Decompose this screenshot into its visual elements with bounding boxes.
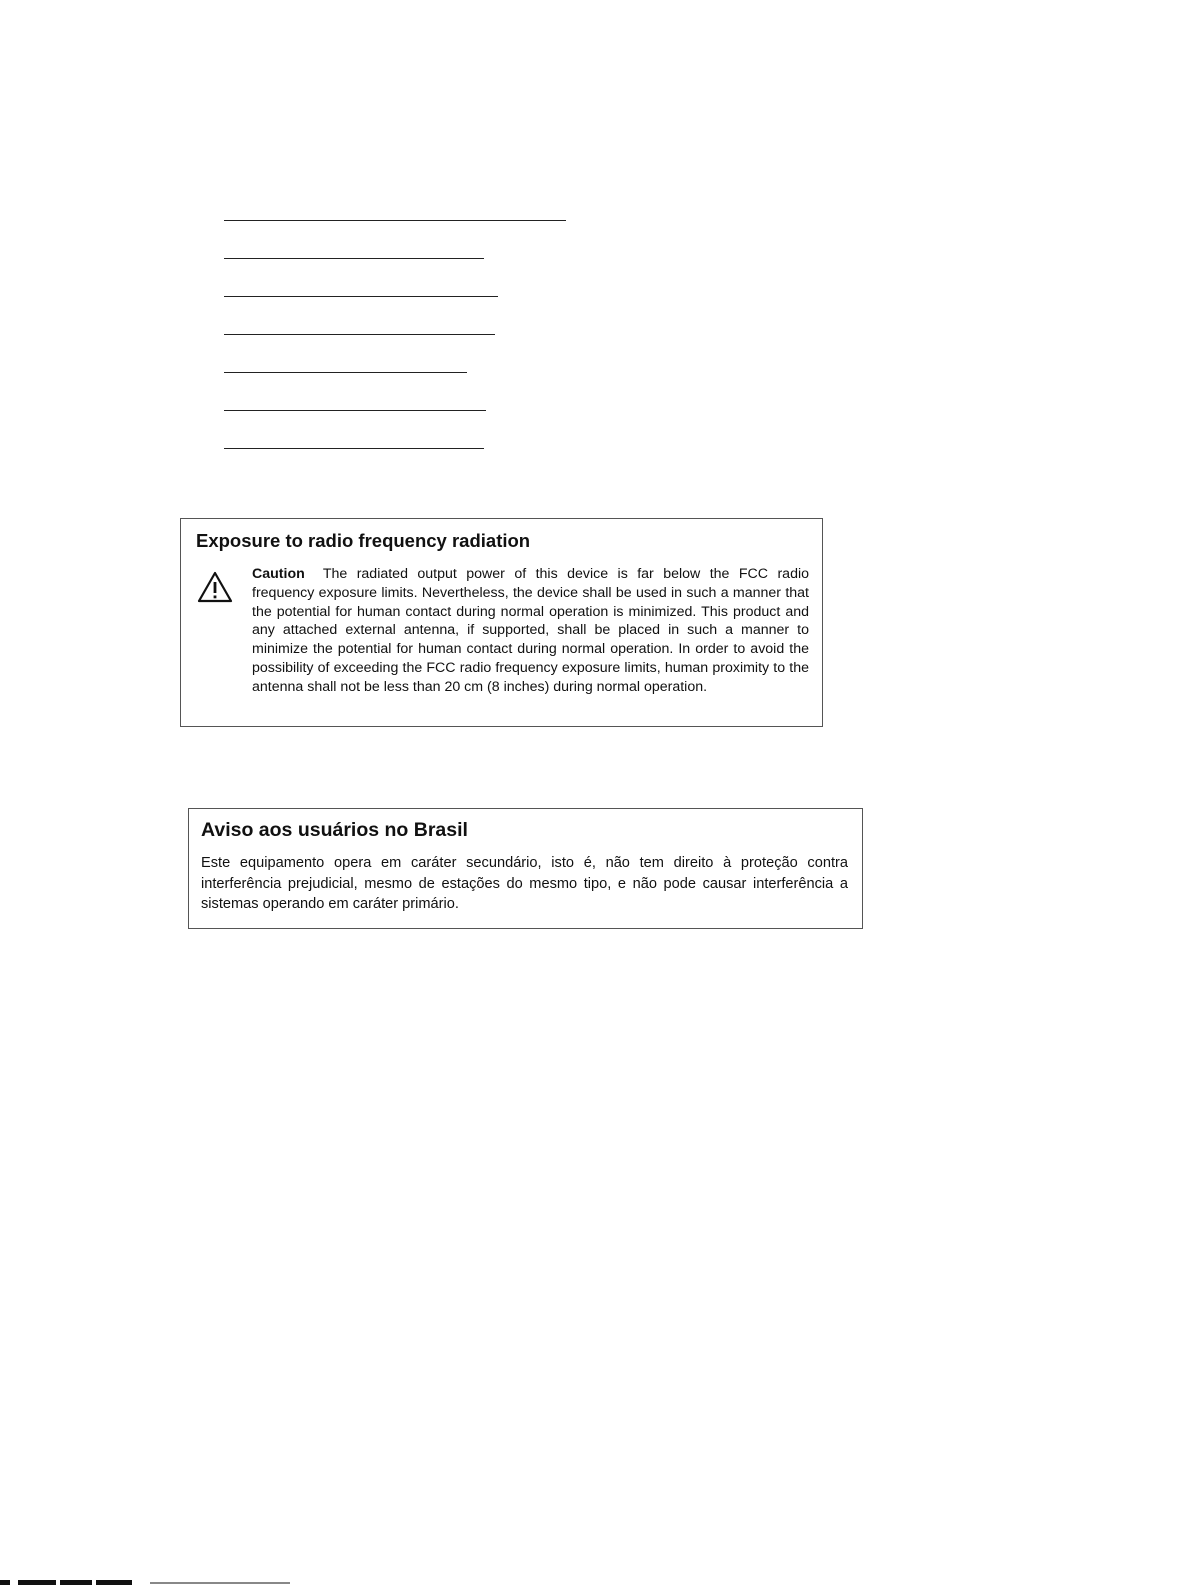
- underline-rule-4: [224, 334, 495, 335]
- warning-triangle-icon: [197, 571, 233, 603]
- rf-notice-title: Exposure to radio frequency radiation: [196, 530, 531, 551]
- underline-rule-3: [224, 296, 498, 297]
- caution-body: The radiated output power of this device is far below the FCC radio frequency exposure limits. Nevertheless, the device shall be used in such a manner that the potential for human contact during normal operation is minimized. This product and any attached external antenna, if supported, shall be placed in such a manner to minimize the potential for human contact during normal operation. In order to avoid the possibility of exceeding the FCC radio frequency exposure limits, human proximity to the antenna shall not be less than 20 cm (8 inches) during normal operation.: [252, 566, 809, 695]
- rf-exposure-notice: [180, 518, 823, 727]
- brazil-notice-text: Este equipamento opera em caráter secundário, isto é, não tem direito à proteção contra interferência prejudicial, mesmo de estações do mesmo tipo, e não pode causar interferência a sistemas operando em caráter primário.: [201, 855, 848, 912]
- underline-list: [224, 220, 566, 486]
- underline-rule-7: [224, 448, 484, 449]
- underline-rule-6: [224, 410, 486, 411]
- brazil-notice: [188, 808, 863, 929]
- underline-rule-1: [224, 220, 566, 221]
- caution-label: Caution: [252, 566, 305, 582]
- underline-rule-2: [224, 258, 484, 259]
- underline-rule-5: [224, 372, 467, 373]
- brazil-notice-title: Aviso aos usuários no Brasil: [201, 819, 468, 841]
- caution-paragraph: [252, 565, 809, 697]
- footer-printer-marks: [0, 1580, 300, 1585]
